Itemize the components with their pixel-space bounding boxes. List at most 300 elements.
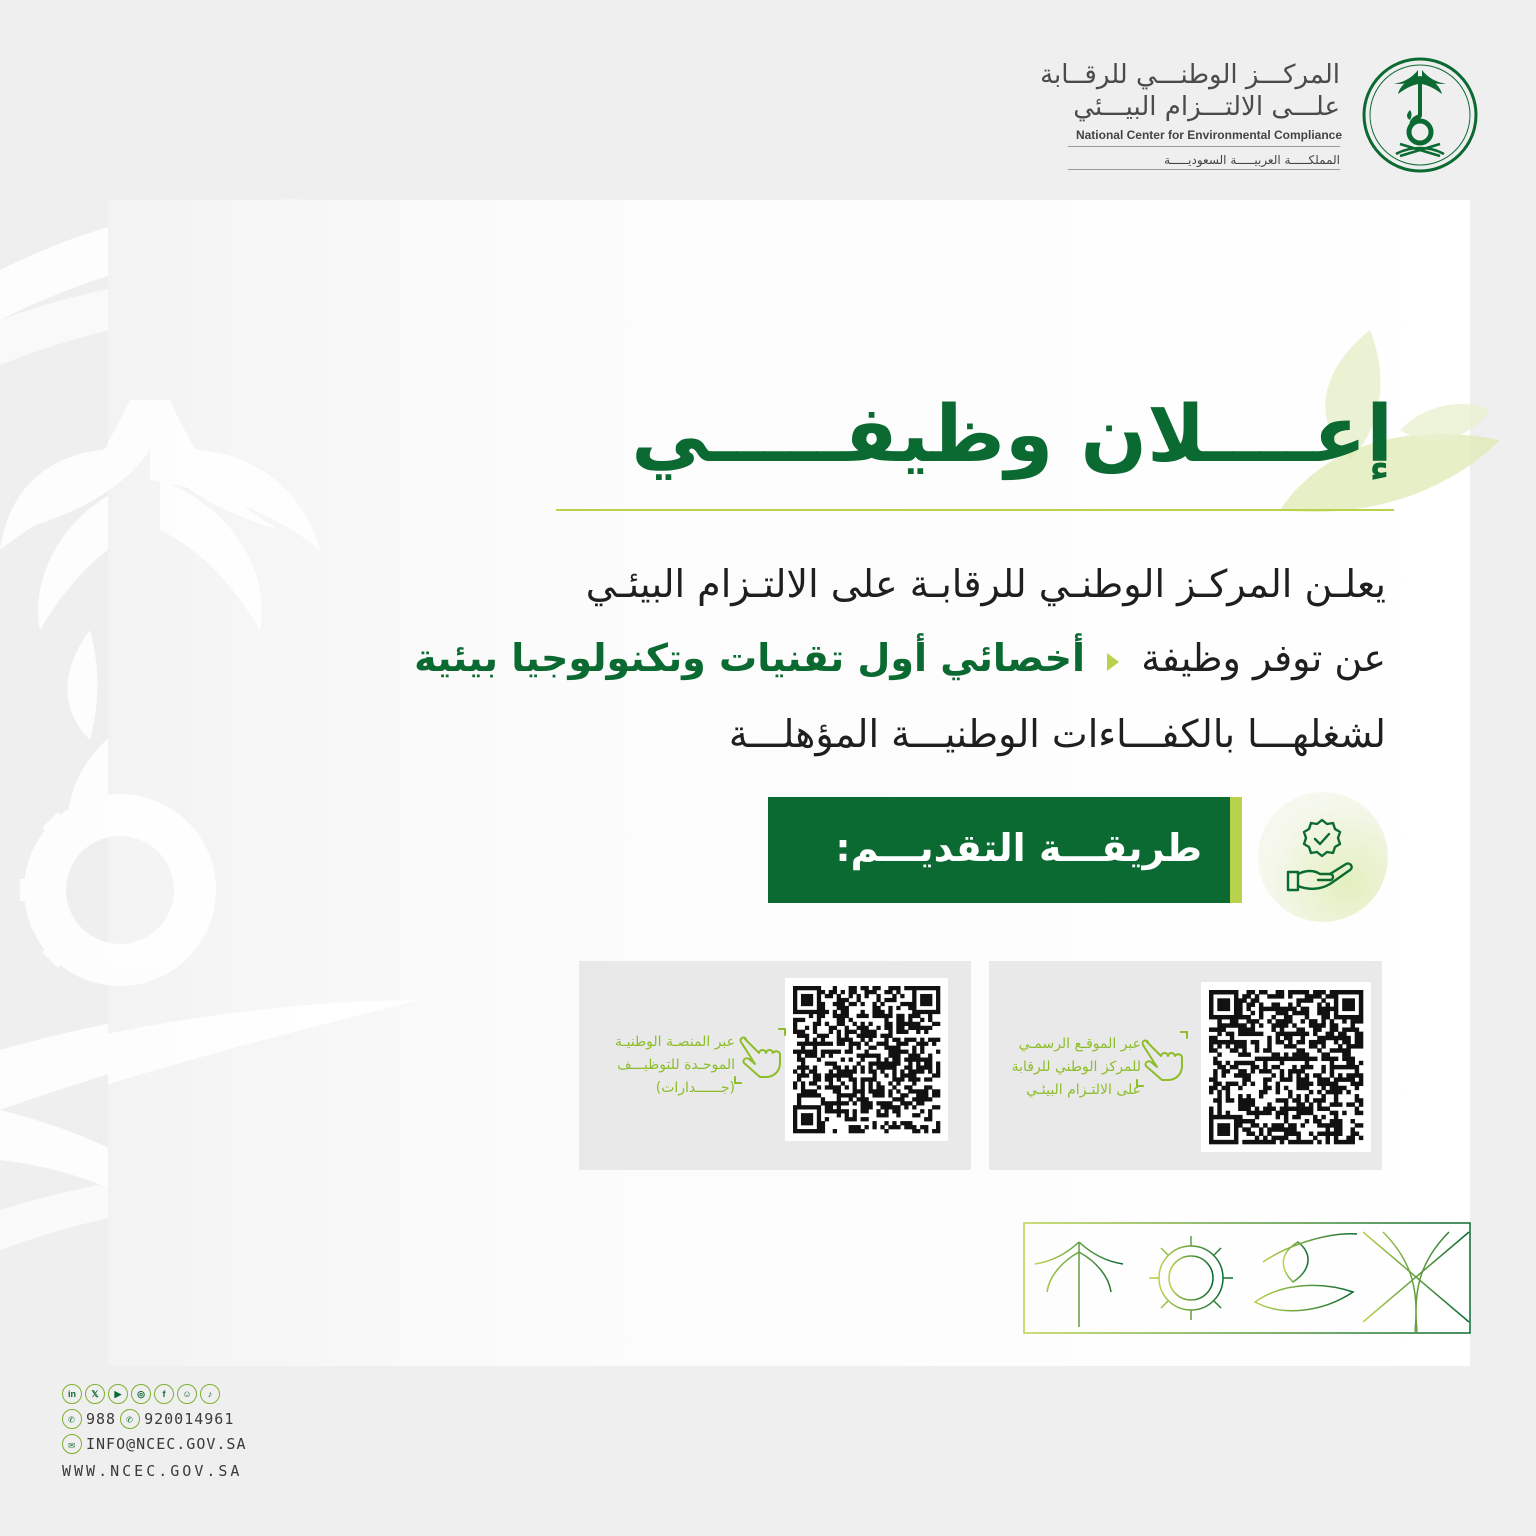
qr-module (1242, 1107, 1246, 1111)
qr-module (896, 986, 900, 990)
qr-module (801, 1010, 805, 1014)
qr-module (1226, 1002, 1230, 1006)
qr-module (896, 1113, 900, 1117)
qr-module (805, 1026, 809, 1030)
qr-module (1305, 998, 1309, 1002)
qr-module (797, 1073, 801, 1077)
qr-module (1271, 1057, 1275, 1061)
qr-module (845, 1101, 849, 1105)
qr-module (932, 1089, 936, 1093)
qr-module (837, 1093, 841, 1097)
qr-module (1296, 1094, 1300, 1098)
qr-module (829, 1081, 833, 1085)
qr-module (1267, 1069, 1271, 1073)
qr-module (936, 1105, 940, 1109)
qr-module (1259, 1132, 1263, 1136)
qr-module (1213, 1057, 1217, 1061)
qr-module (1280, 1061, 1284, 1065)
qr-module (833, 1073, 837, 1077)
qr-module (817, 1113, 821, 1117)
qr-module (1334, 1119, 1338, 1123)
qr-module (896, 1077, 900, 1081)
qr-module (1276, 1115, 1280, 1119)
facebook-icon[interactable]: f (154, 1384, 174, 1404)
qr-module (916, 1077, 920, 1081)
qr-module (876, 1109, 880, 1113)
qr-module (1321, 1098, 1325, 1102)
instagram-icon[interactable]: ◎ (131, 1384, 151, 1404)
qr-module (1317, 1007, 1321, 1011)
qr-module (829, 1109, 833, 1113)
qr-module (1342, 990, 1346, 994)
qr-module (1234, 1019, 1238, 1023)
qr-module (1317, 1107, 1321, 1111)
qr-module (1217, 1140, 1221, 1144)
qr-module (853, 1030, 857, 1034)
qr-module (1334, 1007, 1338, 1011)
qr-module (916, 1030, 920, 1034)
qr-module (1271, 1052, 1275, 1056)
qr-module (1346, 998, 1350, 1002)
qr-module (904, 1042, 908, 1046)
qr-module (817, 986, 821, 990)
qr-module (1238, 1040, 1242, 1044)
qr-module (908, 1006, 912, 1010)
qr-module (1326, 1032, 1330, 1036)
qr-module (932, 1042, 936, 1046)
qr-module (821, 1034, 825, 1038)
qr-module (1334, 1123, 1338, 1127)
qr-module (849, 1038, 853, 1042)
qr-module (872, 1069, 876, 1073)
qr-module (1280, 1136, 1284, 1140)
qr-module (1326, 1127, 1330, 1131)
qr-module (1213, 1015, 1217, 1019)
qr-module (845, 1030, 849, 1034)
qr-module (928, 1077, 932, 1081)
qr-module (1213, 1073, 1217, 1077)
qr-module (1271, 1073, 1275, 1077)
qr-module (849, 1058, 853, 1062)
qr-module (1359, 1011, 1363, 1015)
qr-module (884, 1065, 888, 1069)
qr-module (1326, 1052, 1330, 1056)
qr-module (813, 986, 817, 990)
qr-module (853, 986, 857, 990)
youtube-icon[interactable]: ▶ (108, 1384, 128, 1404)
qr-module (1338, 1086, 1342, 1090)
qr-module (1246, 1073, 1250, 1077)
qr-module (1321, 1094, 1325, 1098)
qr-module (801, 1073, 805, 1077)
qr-module (865, 1077, 869, 1081)
qr-module (1280, 1107, 1284, 1111)
qr-module (841, 990, 845, 994)
qr-module (1251, 1140, 1255, 1144)
qr-module (1321, 1015, 1325, 1019)
qr-module (1338, 1140, 1342, 1144)
qr-module (1267, 1057, 1271, 1061)
qr-module (920, 1038, 924, 1042)
qr-module (1230, 1032, 1234, 1036)
qr-module (1301, 1069, 1305, 1073)
qr-module (805, 986, 809, 990)
qr-module (817, 1034, 821, 1038)
tiktok-icon[interactable]: ♪ (200, 1384, 220, 1404)
qr-module (1213, 1098, 1217, 1102)
logo-divider (1068, 146, 1340, 147)
qr-module (1321, 1007, 1325, 1011)
qr-module (932, 1129, 936, 1133)
qr-module (817, 1117, 821, 1121)
qr-module (884, 1101, 888, 1105)
qr-module (908, 986, 912, 990)
qr-module (865, 1105, 869, 1109)
hand-award-icon (1280, 812, 1364, 896)
qr-module (1309, 1090, 1313, 1094)
qr-module (801, 998, 805, 1002)
qr-module (841, 1042, 845, 1046)
qr-module (892, 1085, 896, 1089)
qr-module (793, 986, 797, 990)
qr-module (1326, 1132, 1330, 1136)
qr-module (793, 1125, 797, 1129)
qr-module (1338, 1077, 1342, 1081)
qr-module (1292, 1032, 1296, 1036)
qr-module (1238, 1069, 1242, 1073)
qr-module (1351, 1044, 1355, 1048)
qr-module (849, 1069, 853, 1073)
qr-module (825, 1050, 829, 1054)
qr-module (1259, 1032, 1263, 1036)
qr-module (892, 1097, 896, 1101)
qr-module (837, 1113, 841, 1117)
qr-module (888, 1006, 892, 1010)
qr-module (841, 1069, 845, 1073)
qr-module (797, 1050, 801, 1054)
qr-module (1359, 1019, 1363, 1023)
qr-module (1330, 1061, 1334, 1065)
qr-module (924, 994, 928, 998)
qr-module (845, 1065, 849, 1069)
qr-module (908, 1069, 912, 1073)
qr-module (1326, 1002, 1330, 1006)
announcement-title: إعــــلان وظيفـــــي (631, 390, 1393, 480)
qr-module (916, 1054, 920, 1058)
qr-module (1217, 1023, 1221, 1027)
qr-module (1309, 1102, 1313, 1106)
qr-module (868, 1022, 872, 1026)
qr-module (1355, 1132, 1359, 1136)
qr-module (884, 1038, 888, 1042)
qr-module (1326, 1007, 1330, 1011)
qr-module (849, 1050, 853, 1054)
qr-module (801, 1002, 805, 1006)
qr-module (817, 1022, 821, 1026)
qr-module (1342, 1027, 1346, 1031)
qr-module (868, 1089, 872, 1093)
x-icon[interactable]: 𝕏 (85, 1384, 105, 1404)
qr-module (1246, 994, 1250, 998)
qr-module (1296, 1073, 1300, 1077)
qr-module (1334, 1136, 1338, 1140)
qr-module (1271, 1127, 1275, 1131)
qr-module (833, 986, 837, 990)
qr-module (892, 1046, 896, 1050)
qr-module (801, 1093, 805, 1097)
qr-module (1351, 1023, 1355, 1027)
qr-module (805, 1010, 809, 1014)
qr-module (1242, 994, 1246, 998)
caption-line: عبر المنصـة الوطنيـة (614, 1034, 735, 1050)
qr-module (1251, 1002, 1255, 1006)
qr-module (1338, 1123, 1342, 1127)
qr-module (825, 1085, 829, 1089)
qr-module (880, 1002, 884, 1006)
qr-module (1280, 1040, 1284, 1044)
qr-module (797, 1054, 801, 1058)
qr-module (1217, 1065, 1221, 1069)
qr-module (813, 1050, 817, 1054)
qr-module (1259, 1127, 1263, 1131)
qr-module (1301, 1027, 1305, 1031)
qr-module (924, 1077, 928, 1081)
qr-module (805, 1117, 809, 1121)
qr-module (912, 1058, 916, 1062)
qr-module (1246, 1007, 1250, 1011)
qr-module (853, 1077, 857, 1081)
qr-code-official-website[interactable] (1201, 982, 1371, 1152)
linkedin-icon[interactable]: in (62, 1384, 82, 1404)
qr-module (1292, 1140, 1296, 1144)
qr-module (908, 1065, 912, 1069)
qr-module (1284, 1023, 1288, 1027)
qr-module (1230, 1140, 1234, 1144)
qr-module (908, 1121, 912, 1125)
qr-module (936, 986, 940, 990)
qr-module (924, 1042, 928, 1046)
qr-module (813, 1042, 817, 1046)
qr-module (1342, 1140, 1346, 1144)
qr-module (1209, 1132, 1213, 1136)
qr-module (1276, 1057, 1280, 1061)
announcement-line-3: لشغلهـــا بالكفـــاءات الوطنيـــة المؤهلـــة (728, 712, 1386, 756)
qr-module (821, 990, 825, 994)
qr-module (1263, 1007, 1267, 1011)
qr-module (1238, 1123, 1242, 1127)
qr-module (1321, 1065, 1325, 1069)
qr-module (1209, 1027, 1213, 1031)
qr-module (1342, 1040, 1346, 1044)
qr-module (829, 1085, 833, 1089)
qr-module (1280, 1007, 1284, 1011)
qr-module (1284, 1132, 1288, 1136)
qr-module (884, 1109, 888, 1113)
qr-module (1255, 1048, 1259, 1052)
qr-module (1342, 1019, 1346, 1023)
qr-module (1226, 1123, 1230, 1127)
qr-module (1209, 990, 1213, 994)
org-name-english: National Center for Environmental Compliance (1075, 128, 1342, 142)
qr-module (801, 1129, 805, 1133)
qr-module (872, 1061, 876, 1065)
job-title: أخصائي أول تقنيات وتكنولوجيا بيئية (414, 636, 1086, 680)
qr-module (821, 1010, 825, 1014)
qr-module (896, 1018, 900, 1022)
qr-module (793, 1069, 797, 1073)
qr-module (916, 1014, 920, 1018)
qr-module (1226, 1090, 1230, 1094)
contact-footer (62, 1384, 247, 1480)
phone-long[interactable]: 920014961 (144, 1410, 235, 1428)
qr-module (1317, 994, 1321, 998)
qr-module (868, 1054, 872, 1058)
qr-module (1267, 1044, 1271, 1048)
qr-module (1346, 1136, 1350, 1140)
qr-module (924, 1026, 928, 1030)
qr-module (880, 1105, 884, 1109)
qr-module (837, 998, 841, 1002)
qr-module (845, 1069, 849, 1073)
qr-module (924, 1061, 928, 1065)
qr-module (1342, 1032, 1346, 1036)
qr-module (1267, 1132, 1271, 1136)
qr-module (1242, 1044, 1246, 1048)
qr-module (928, 994, 932, 998)
qr-module (1255, 1032, 1259, 1036)
line2-prefix: عن توفر وظيفة (1141, 636, 1386, 680)
qr-module (817, 1042, 821, 1046)
qr-module (801, 1113, 805, 1117)
qr-module (1296, 1048, 1300, 1052)
qr-module (936, 1002, 940, 1006)
qr-module (845, 998, 849, 1002)
qr-module (1301, 1019, 1305, 1023)
qr-module (1305, 1107, 1309, 1111)
qr-module (1280, 1111, 1284, 1115)
qr-module (805, 994, 809, 998)
qr-module (809, 1089, 813, 1093)
qr-module (833, 1050, 837, 1054)
qr-module (1221, 1069, 1225, 1073)
qr-module (813, 1105, 817, 1109)
qr-module (861, 1089, 865, 1093)
qr-module (845, 1010, 849, 1014)
qr-module (1351, 1015, 1355, 1019)
qr-module (868, 1038, 872, 1042)
qr-module (857, 1129, 861, 1133)
qr-module (1301, 1077, 1305, 1081)
snapchat-icon[interactable]: ☺ (177, 1384, 197, 1404)
qr-module (1355, 1069, 1359, 1073)
qr-module (1321, 1036, 1325, 1040)
qr-module (1276, 1036, 1280, 1040)
qr-module (857, 1061, 861, 1065)
qr-module (1305, 994, 1309, 998)
qr-module (1255, 1115, 1259, 1119)
qr-module (1259, 1002, 1263, 1006)
qr-module (884, 1073, 888, 1077)
qr-module (845, 1014, 849, 1018)
qr-module (837, 1089, 841, 1093)
qr-module (1213, 1140, 1217, 1144)
qr-module (833, 1026, 837, 1030)
qr-module (1338, 1048, 1342, 1052)
qr-module (1226, 1127, 1230, 1131)
qr-module (1242, 1102, 1246, 1106)
qr-module (1267, 1040, 1271, 1044)
qr-module (936, 990, 940, 994)
qr-module (1326, 1082, 1330, 1086)
phone-short[interactable]: 988 (86, 1410, 117, 1428)
email-address[interactable]: INFO@NCEC.GOV.SA (86, 1435, 247, 1453)
qr-module (1326, 1077, 1330, 1081)
qr-module (801, 1018, 805, 1022)
qr-module (1230, 1036, 1234, 1040)
website-url[interactable]: WWW.NCEC.GOV.SA (62, 1462, 243, 1480)
qr-module (908, 1058, 912, 1062)
qr-module (1238, 1119, 1242, 1123)
qr-module (845, 1085, 849, 1089)
qr-module (904, 1125, 908, 1129)
qr-module (801, 1105, 805, 1109)
qr-module (916, 1026, 920, 1030)
qr-module (880, 1113, 884, 1117)
qr-module (872, 1054, 876, 1058)
qr-module (1255, 1065, 1259, 1069)
qr-module (936, 1121, 940, 1125)
qr-module (900, 1093, 904, 1097)
qr-module (876, 1054, 880, 1058)
qr-module (1321, 1132, 1325, 1136)
qr-module (928, 1109, 932, 1113)
qr-module (837, 1014, 841, 1018)
qr-module (861, 1058, 865, 1062)
qr-module (912, 1077, 916, 1081)
qr-module (1305, 1011, 1309, 1015)
qr-module (904, 1101, 908, 1105)
qr-code-jadarat[interactable] (785, 978, 948, 1141)
qr-module (1238, 1044, 1242, 1048)
qr-module (825, 1034, 829, 1038)
qr-module (1271, 1107, 1275, 1111)
qr-module (1355, 1082, 1359, 1086)
qr-module (928, 1058, 932, 1062)
qr-module (1288, 1044, 1292, 1048)
qr-module (1330, 1111, 1334, 1115)
qr-module (912, 986, 916, 990)
qr-module (1317, 990, 1321, 994)
qr-module (1338, 1090, 1342, 1094)
qr-module (1317, 1048, 1321, 1052)
qr-module (908, 1073, 912, 1077)
qr-module (841, 1093, 845, 1097)
qr-module (865, 1117, 869, 1121)
org-name-arabic-line2: علـــى الالتـــزام البيـــئي (1073, 92, 1340, 122)
qr-module (1313, 990, 1317, 994)
qr-module (1288, 1123, 1292, 1127)
qr-module (900, 1042, 904, 1046)
qr-module (888, 1026, 892, 1030)
qr-module (793, 990, 797, 994)
qr-module (1255, 1019, 1259, 1023)
qr-module (908, 1125, 912, 1129)
qr-module (861, 1054, 865, 1058)
qr-module (892, 998, 896, 1002)
qr-module (1292, 1107, 1296, 1111)
qr-module (1234, 1127, 1238, 1131)
qr-module (1213, 1077, 1217, 1081)
